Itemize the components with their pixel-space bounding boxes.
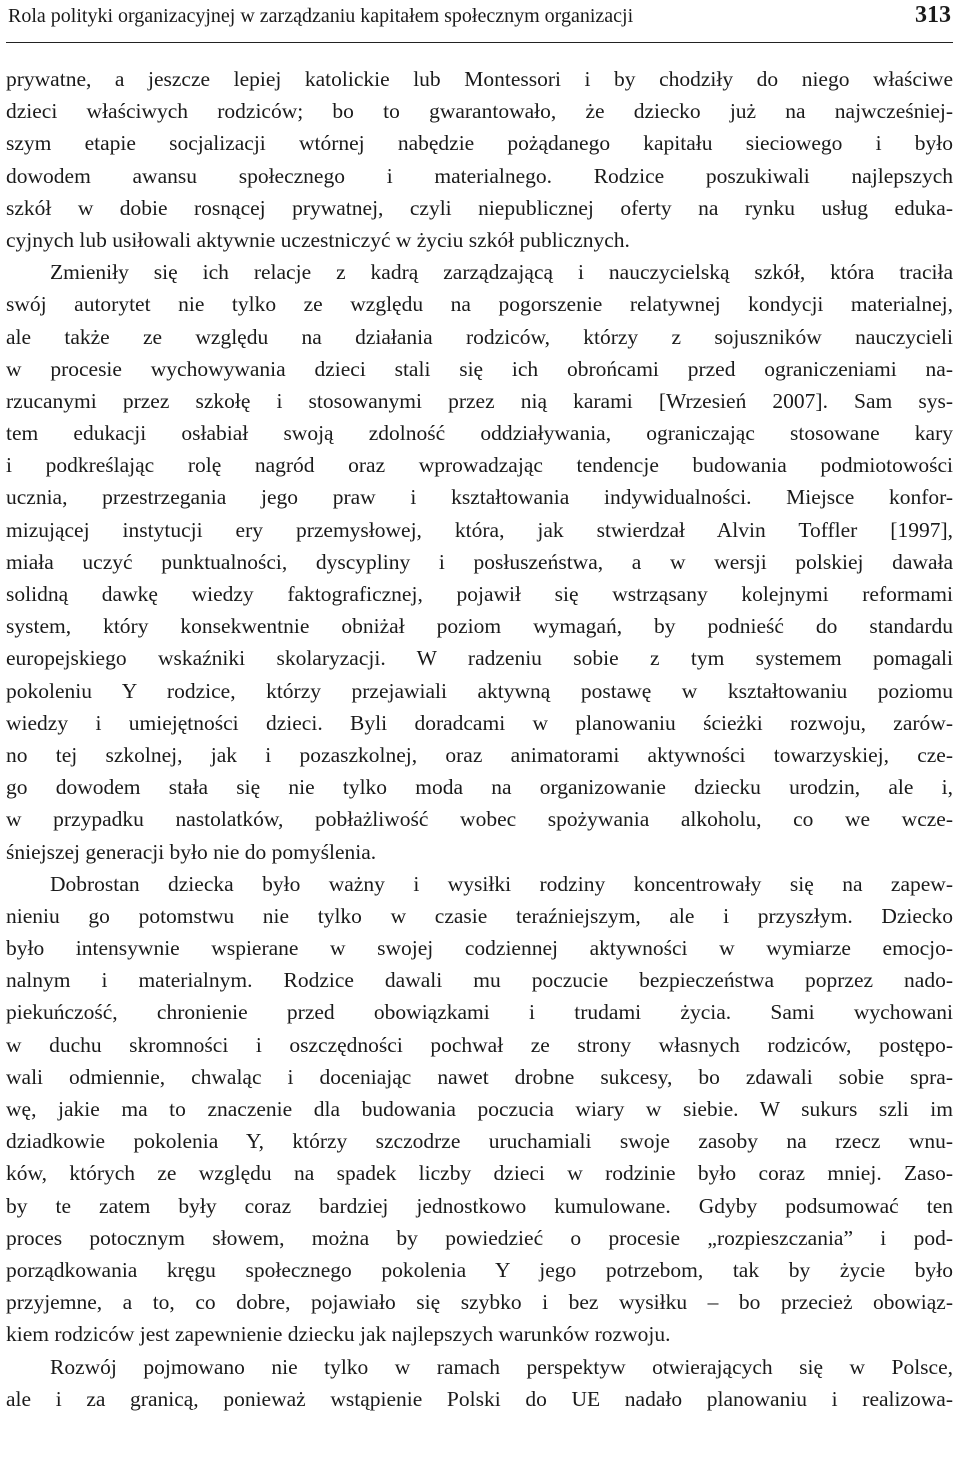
text-line: w duchu skromności i oszczędności pochwał ze strony własnych rodziców, postępo- xyxy=(6,1032,953,1057)
text-line: ków, których ze względu na spadek liczby dzieci w rodzinie było coraz mniej. Zaso- xyxy=(6,1161,953,1186)
text-line: dzieci właściwych rodziców; bo to gwarantowało, że dziecko już na najwcześniej- xyxy=(6,99,953,124)
paragraph xyxy=(6,868,953,1351)
text-line: szkół w dobie rosnącej prywatnej, czyli niepublicznej oferty na rynku usług eduka- xyxy=(6,195,953,220)
paragraph xyxy=(6,256,953,868)
body-text xyxy=(6,63,953,1415)
text-line: swój autorytet nie tylko ze względu na pogorszenie relatywnej kondycji materialnej, xyxy=(6,292,953,317)
page-number: 313 xyxy=(915,2,951,28)
text-line: system, który konsekwentnie obniżał poziom wymagań, by podnieść do standardu xyxy=(6,614,953,639)
text-line: wali odmiennie, chwaląc i doceniając nawet drobne sukcesy, bo zdawali sobie spra- xyxy=(6,1064,953,1089)
text-line: prywatne, a jeszcze lepiej katolickie lub Montessori i by chodziły do niego właściwe xyxy=(6,67,953,91)
running-title: Rola polityki organizacyjnej w zarządzaniu kapitałem społecznym organizacji xyxy=(8,5,634,27)
text-line: Zmieniły się ich relacje z kadrą zarządzającą i nauczycielską szkół, która traciła xyxy=(50,260,953,285)
text-line: solidną dawkę wiedzy faktograficznej, pojawił się wstrząsany kolejnymi reformami xyxy=(6,582,953,606)
text-line: proces potocznym słowem, można by powiedzieć o procesie „rozpieszczania” i pod- xyxy=(6,1225,953,1250)
text-line: ucznia, przestrzegania jego praw i kształtowania indywidualności. Miejsce konfor- xyxy=(6,485,953,510)
text-line: było intensywnie wspierane w swojej codziennej aktywności w wymiarze emocjo- xyxy=(6,936,953,961)
text-line: w procesie wychowywania dzieci stali się ich obrońcami przed ograniczeniami na- xyxy=(6,356,953,381)
text-line: dziadkowie pokolenia Y, którzy szczodrze uruchamiali swoje zasoby na rzecz wnu- xyxy=(6,1129,953,1154)
text-line: tem edukacji osłabiał swoją zdolność oddziaływania, ograniczając stosowane kary xyxy=(6,421,953,446)
text-line: kiem rodziców jest zapewnienie dziecku jak najlepszych warunków rozwoju. xyxy=(6,1322,671,1347)
text-line: w przypadku nastolatków, pobłażliwość wobec spożywania alkoholu, co we wcze- xyxy=(6,807,953,832)
text-line: ale także ze względu na działania rodziców, którzy z sojuszników nauczycieli xyxy=(6,324,953,349)
text-line: wę, jakie ma to znaczenie dla budowania poczucia wiary w siebie. W sukurs szli im xyxy=(6,1097,953,1121)
text-line: Dobrostan dziecka było ważny i wysiłki rodziny koncentrowały się na zapew- xyxy=(50,871,953,896)
text-line: europejskiego wskaźniki skolaryzacji. W radzeniu sobie z tym systemem pomagali xyxy=(6,646,953,671)
text-line: porządkowania kręgu społecznego pokolenia Y jego potrzebom, tak by życie było xyxy=(6,1257,953,1282)
text-line: nieniu go potomstwu nie tylko w czasie teraźniejszym, ale i przyszłym. Dziecko xyxy=(6,903,953,928)
text-line: no tej szkolnej, jak i pozaszkolnej, oraz animatorami aktywności towarzyskiej, cze- xyxy=(6,742,953,767)
text-line: ale i za granicą, ponieważ wstąpienie Polski do UE nadało planowaniu i realizowa- xyxy=(6,1386,953,1411)
text-line: mizującej instytucji ery przemysłowej, która, jak stwierdzał Alvin Toffler [1997], xyxy=(6,517,953,542)
text-line: dowodem awansu społecznego i materialnego. Rodzice poszukiwali najlepszych xyxy=(6,163,953,188)
text-line: przyjemne, a to, co dobre, pojawiało się szybko i bez wysiłku – bo przecież obowiąz- xyxy=(6,1290,953,1315)
text-line: pokoleniu Y rodzice, którzy przejawiali aktywną postawę w kształtowaniu poziomu xyxy=(6,678,953,703)
text-line: śniejszej generacji było nie do pomyślenia. xyxy=(6,839,377,864)
text-line: go dowodem stała się nie tylko moda na organizowanie dziecku urodzin, ale i, xyxy=(6,775,953,800)
text-line: piekuńczość, chronienie przed obowiązkami i trudami życia. Sami wychowani xyxy=(6,1000,953,1025)
text-line: wiedzy i umiejętności dzieci. Byli doradcami w planowaniu ścieżki rozwoju, zarów- xyxy=(6,710,953,735)
paragraph xyxy=(6,1351,953,1415)
text-line: cyjnych lub usiłowali aktywnie uczestniczyć w życiu szkół publicznych. xyxy=(6,227,630,252)
running-header xyxy=(6,0,953,43)
text-line: Rozwój pojmowano nie tylko w ramach perspektyw otwierających się w Polsce, xyxy=(50,1354,953,1379)
text-line: szym etapie socjalizacji wtórnej nabędzie pożądanego kapitału sieciowego i było xyxy=(6,131,953,156)
text-line: by te zatem były coraz bardziej jednostkowo kumulowane. Gdyby podsumować ten xyxy=(6,1193,953,1218)
text-line: nalnym i materialnym. Rodzice dawali mu poczucie bezpieczeństwa poprzez nado- xyxy=(6,968,953,993)
text-line: i podkreślając rolę nagród oraz wprowadzając tendencje budowania podmiotowości xyxy=(6,453,953,478)
text-line: miała uczyć punktualności, dyscypliny i posłuszeństwa, a w wersji polskiej dawała xyxy=(6,549,953,574)
text-line: rzucanymi przez szkołę i stosowanymi przez nią karami [Wrzesień 2007]. Sam sys- xyxy=(6,388,953,413)
document-page xyxy=(6,0,953,1474)
paragraph xyxy=(6,63,953,256)
